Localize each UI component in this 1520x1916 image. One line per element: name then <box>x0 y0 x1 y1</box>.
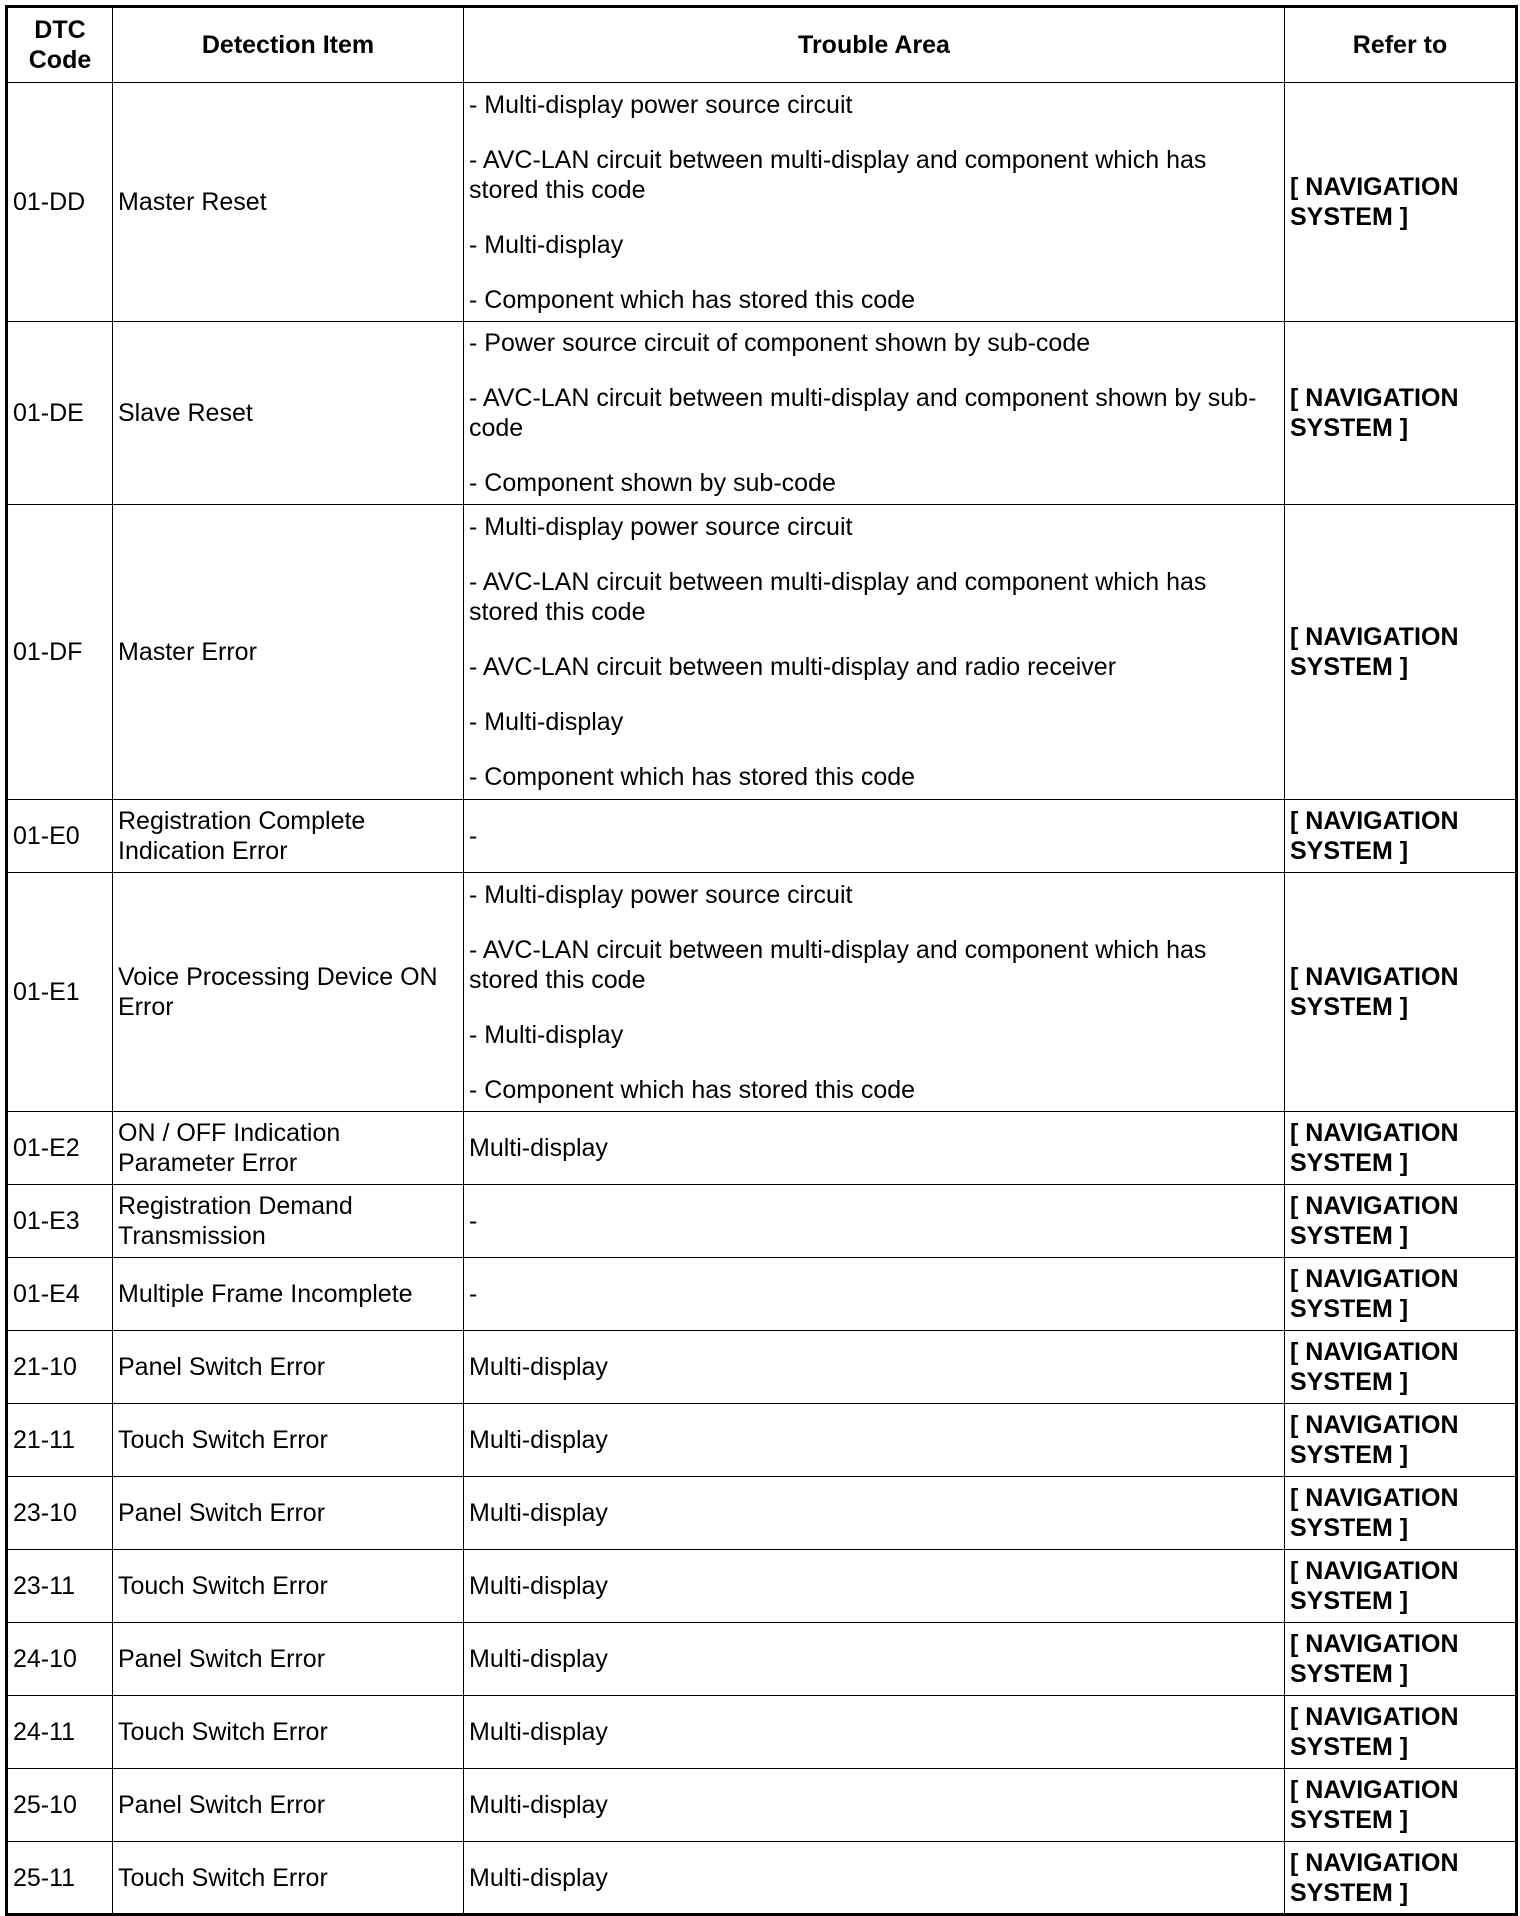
refer-to-cell: [ NAVIGATION SYSTEM ] <box>1285 1477 1517 1550</box>
trouble-area-line: Multi-display <box>469 1791 608 1819</box>
detection-item-cell: Multiple Frame Incomplete <box>113 1258 464 1331</box>
dtc-code-cell: 24-11 <box>7 1696 113 1769</box>
table-header <box>7 7 1517 83</box>
refer-to-cell: [ NAVIGATION SYSTEM ] <box>1285 800 1517 873</box>
trouble-area-cell <box>464 1769 1285 1842</box>
trouble-area-cell <box>464 1258 1285 1331</box>
detection-item-cell: Master Reset <box>113 83 464 322</box>
detection-item-cell: Touch Switch Error <box>113 1404 464 1477</box>
dtc-code-cell: 01-E4 <box>7 1258 113 1331</box>
trouble-area-line: Multi-display <box>469 1863 608 1892</box>
table-body <box>7 83 1517 1915</box>
trouble-area-line: - Multi-display <box>469 230 624 259</box>
refer-to-cell: [ NAVIGATION SYSTEM ] <box>1285 1258 1517 1331</box>
table-row <box>7 1112 1517 1185</box>
trouble-area-line: - Multi-display <box>469 1020 624 1049</box>
table-row <box>7 800 1517 873</box>
table-row <box>7 83 1517 322</box>
trouble-area-line: Multi-display <box>469 1499 608 1527</box>
trouble-area-line: Multi-display <box>469 1718 608 1746</box>
trouble-area-cell <box>464 322 1285 505</box>
dtc-code-cell: 01-E3 <box>7 1185 113 1258</box>
trouble-area-cell <box>464 800 1285 873</box>
refer-to-cell: [ NAVIGATION SYSTEM ] <box>1285 505 1517 800</box>
dtc-code-cell: 25-10 <box>7 1769 113 1842</box>
dtc-code-cell: 01-E1 <box>7 873 113 1112</box>
trouble-area-line: - <box>469 822 478 850</box>
detection-item-cell: Registration Demand Transmission <box>113 1185 464 1258</box>
trouble-area-line: - Component which has stored this code <box>469 763 916 791</box>
trouble-area-cell <box>464 873 1285 1112</box>
refer-to-cell: [ NAVIGATION SYSTEM ] <box>1285 1696 1517 1769</box>
detection-item-cell: Master Error <box>113 505 464 800</box>
trouble-area-line: - AVC-LAN circuit between multi-display and component which has stored this code <box>469 145 1207 204</box>
table-row <box>7 873 1517 1112</box>
trouble-area-line: - AVC-LAN circuit between multi-display and component shown by sub-code <box>469 384 1257 442</box>
refer-to-cell: [ NAVIGATION SYSTEM ] <box>1285 1769 1517 1842</box>
detection-item-cell: Touch Switch Error <box>113 1696 464 1769</box>
table-row <box>7 1404 1517 1477</box>
header-dtc-code: DTC Code <box>7 7 113 83</box>
dtc-code-cell: 21-11 <box>7 1404 113 1477</box>
trouble-area-line: Multi-display <box>469 1426 608 1454</box>
trouble-area-line: - Power source circuit of component shown by sub-code <box>469 329 1091 357</box>
trouble-area-cell <box>464 1696 1285 1769</box>
refer-to-cell: [ NAVIGATION SYSTEM ] <box>1285 1112 1517 1185</box>
refer-to-cell: [ NAVIGATION SYSTEM ] <box>1285 322 1517 505</box>
dtc-code-cell: 23-10 <box>7 1477 113 1550</box>
table-row <box>7 1769 1517 1842</box>
dtc-code-cell: 23-11 <box>7 1550 113 1623</box>
trouble-area-line: - Multi-display power source circuit <box>469 513 853 541</box>
refer-to-cell: [ NAVIGATION SYSTEM ] <box>1285 1331 1517 1404</box>
dtc-code-cell: 24-10 <box>7 1623 113 1696</box>
detection-item-cell: Voice Processing Device ON Error <box>113 873 464 1112</box>
trouble-area-line: - Component which has stored this code <box>469 285 916 314</box>
trouble-area-cell <box>464 1185 1285 1258</box>
detection-item-cell: Touch Switch Error <box>113 1550 464 1623</box>
detection-item-cell: Touch Switch Error <box>113 1842 464 1915</box>
trouble-area-line: Multi-display <box>469 1572 608 1600</box>
refer-to-cell: [ NAVIGATION SYSTEM ] <box>1285 83 1517 322</box>
trouble-area-cell <box>464 1331 1285 1404</box>
header-refer-to: Refer to <box>1285 7 1517 83</box>
refer-to-cell: [ NAVIGATION SYSTEM ] <box>1285 873 1517 1112</box>
table-row <box>7 322 1517 505</box>
trouble-area-cell <box>464 1112 1285 1185</box>
dtc-code-cell: 01-E0 <box>7 800 113 873</box>
trouble-area-line: - Component shown by sub-code <box>469 469 836 497</box>
trouble-area-line: - AVC-LAN circuit between multi-display and component which has stored this code <box>469 568 1207 626</box>
trouble-area-line: - <box>469 1280 478 1308</box>
trouble-area-line: Multi-display <box>469 1353 608 1381</box>
dtc-code-cell: 21-10 <box>7 1331 113 1404</box>
trouble-area-cell <box>464 505 1285 800</box>
dtc-code-cell: 01-DF <box>7 505 113 800</box>
detection-item-cell: Panel Switch Error <box>113 1623 464 1696</box>
detection-item-cell: Slave Reset <box>113 322 464 505</box>
trouble-area-line: - Multi-display power source circuit <box>469 90 853 119</box>
table-row <box>7 1331 1517 1404</box>
table-row <box>7 1477 1517 1550</box>
dtc-table <box>5 5 1518 1916</box>
trouble-area-line: - <box>469 1207 478 1235</box>
header-trouble-area: Trouble Area <box>464 7 1285 83</box>
dtc-code-cell: 01-DD <box>7 83 113 322</box>
trouble-area-cell <box>464 1623 1285 1696</box>
table-row <box>7 1623 1517 1696</box>
refer-to-cell: [ NAVIGATION SYSTEM ] <box>1285 1623 1517 1696</box>
header-row <box>7 7 1517 83</box>
refer-to-cell: [ NAVIGATION SYSTEM ] <box>1285 1550 1517 1623</box>
trouble-area-line: - Multi-display power source circuit <box>469 880 853 909</box>
dtc-code-cell: 25-11 <box>7 1842 113 1915</box>
table-row <box>7 505 1517 800</box>
table-row <box>7 1185 1517 1258</box>
refer-to-cell: [ NAVIGATION SYSTEM ] <box>1285 1404 1517 1477</box>
detection-item-cell: Panel Switch Error <box>113 1477 464 1550</box>
refer-to-cell: [ NAVIGATION SYSTEM ] <box>1285 1185 1517 1258</box>
table-row <box>7 1696 1517 1769</box>
detection-item-cell: Registration Complete Indication Error <box>113 800 464 873</box>
dtc-code-cell: 01-E2 <box>7 1112 113 1185</box>
detection-item-cell: Panel Switch Error <box>113 1769 464 1842</box>
trouble-area-line: - Multi-display <box>469 708 624 736</box>
trouble-area-line: - AVC-LAN circuit between multi-display and component which has stored this code <box>469 935 1207 994</box>
detection-item-cell: ON / OFF Indication Parameter Error <box>113 1112 464 1185</box>
trouble-area-cell <box>464 1477 1285 1550</box>
dtc-code-cell: 01-DE <box>7 322 113 505</box>
trouble-area-line: Multi-display <box>469 1134 608 1162</box>
trouble-area-cell <box>464 1404 1285 1477</box>
table-row <box>7 1550 1517 1623</box>
trouble-area-line: - AVC-LAN circuit between multi-display and radio receiver <box>469 653 1117 681</box>
trouble-area-cell <box>464 83 1285 322</box>
header-detection-item: Detection Item <box>113 7 464 83</box>
table-row <box>7 1258 1517 1331</box>
trouble-area-line: - Component which has stored this code <box>469 1075 916 1104</box>
trouble-area-line: Multi-display <box>469 1645 608 1673</box>
trouble-area-cell <box>464 1550 1285 1623</box>
detection-item-cell: Panel Switch Error <box>113 1331 464 1404</box>
refer-to-cell: [ NAVIGATION SYSTEM ] <box>1285 1842 1517 1915</box>
